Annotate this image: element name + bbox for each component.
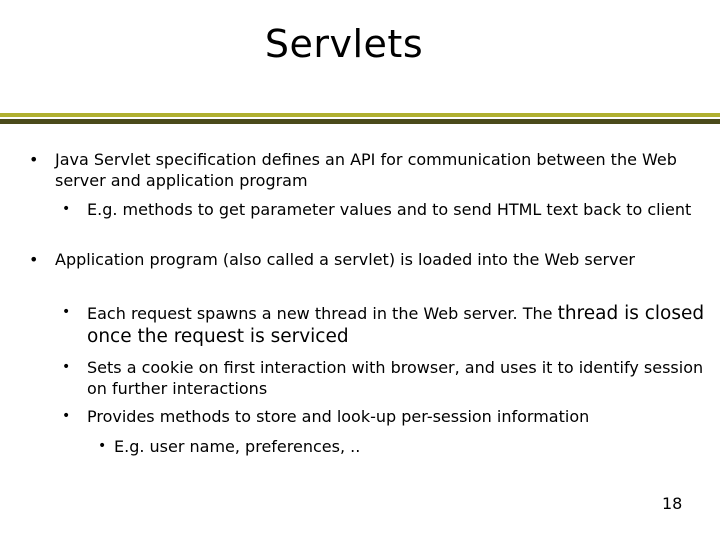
bullet-marker: • bbox=[62, 304, 71, 320]
sub-bullet-item bbox=[62, 302, 707, 348]
bullet-marker: • bbox=[98, 438, 107, 454]
sub-bullet-item bbox=[62, 199, 707, 220]
bullet-text: Java Servlet specification defines an API for communication between the Web server and application program bbox=[55, 150, 677, 190]
bullet-item bbox=[29, 149, 705, 191]
sub-sub-bullet-item bbox=[98, 436, 694, 457]
bullet-marker: • bbox=[29, 150, 39, 169]
bullet-text: Sets a cookie on first interaction with browser, and uses it to identify session on further interactions bbox=[87, 358, 704, 398]
bullet-text: E.g. user name, preferences, .. bbox=[114, 437, 361, 456]
bullet-text: Provides methods to store and look-up per-session information bbox=[87, 407, 590, 426]
bullet-text: Application program (also called a servlet) is loaded into the Web server bbox=[55, 250, 635, 269]
bullet-marker: • bbox=[62, 201, 71, 217]
sub-bullet-item bbox=[62, 357, 707, 399]
sub-bullet-item bbox=[62, 406, 707, 427]
bullet-marker: • bbox=[62, 359, 71, 375]
bullet-item bbox=[29, 249, 705, 270]
bullet-text-small: Each request spawns a new thread in the Web server. The bbox=[87, 304, 553, 323]
bullet-marker: • bbox=[62, 408, 71, 424]
bullet-text-large: thread is closed once the request is serviced bbox=[87, 303, 705, 347]
page-number: 18 bbox=[662, 494, 683, 513]
bullet-marker: • bbox=[29, 250, 39, 269]
bullet-text: E.g. methods to get parameter values and to send HTML text back to client bbox=[87, 200, 692, 219]
slide-title: Servlets bbox=[264, 22, 424, 66]
